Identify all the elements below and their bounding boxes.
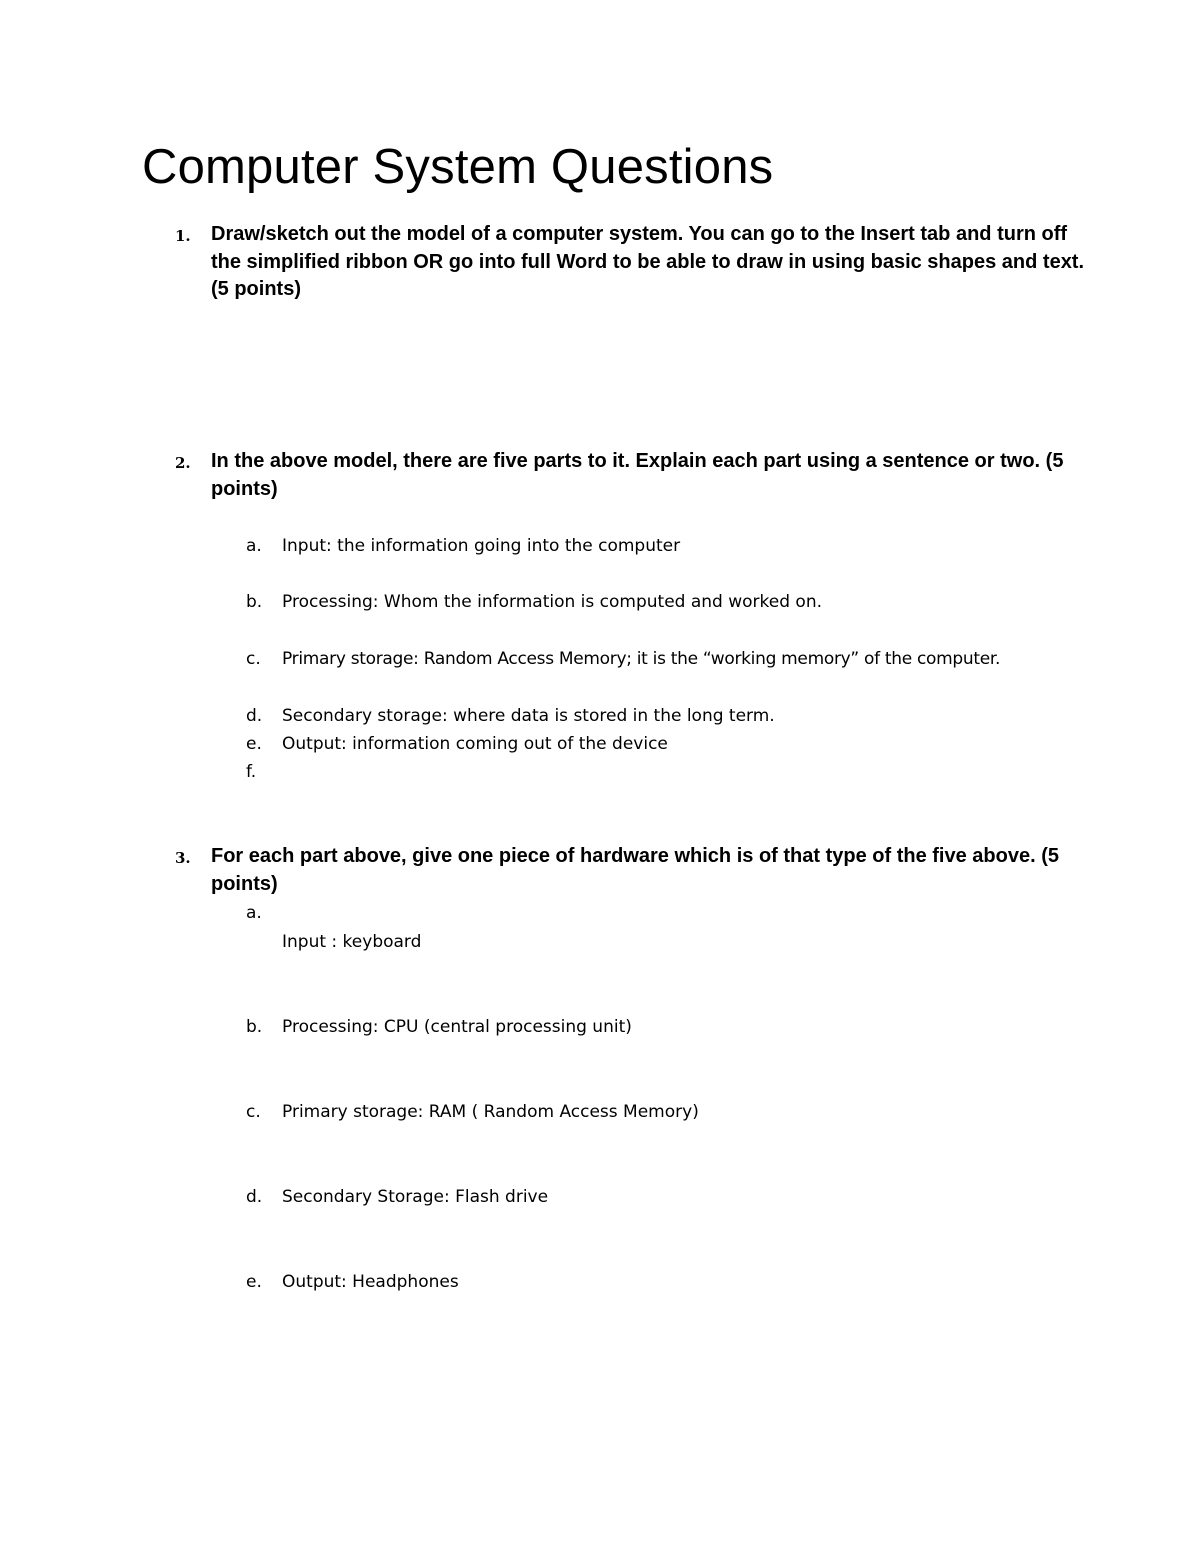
- question-2-number: 2.: [175, 454, 191, 472]
- q2-answer-a-text: Input: the information going into the computer: [282, 536, 681, 556]
- q3-answer-c-letter: c.: [246, 1102, 261, 1122]
- q3-answer-b-letter: b.: [246, 1017, 263, 1037]
- question-3-number: 3.: [175, 849, 191, 867]
- document-title: Computer System Questions: [142, 140, 774, 194]
- q2-answer-a-letter: a.: [246, 536, 262, 556]
- q2-answer-b-letter: b.: [246, 592, 263, 612]
- q2-answer-c-letter: c.: [246, 649, 261, 669]
- q3-answer-a-letter: a.: [246, 903, 262, 923]
- q2-answer-b-text: Processing: Whom the information is computed and worked on.: [282, 592, 823, 612]
- q2-answer-d-text: Secondary storage: where data is stored in the long term.: [282, 706, 775, 726]
- q2-answer-c-text: Primary storage: Random Access Memory; it is the “working memory” of the computer.: [282, 649, 1001, 669]
- question-1-text: Draw/sketch out the model of a computer system. You can go to the Insert tab and turn off the simplified ribbon OR go into full Word to be able to draw in using basic shapes and text. (5 points): [211, 223, 1085, 300]
- q3-answer-c-text: Primary storage: RAM ( Random Access Memory): [282, 1102, 699, 1122]
- q3-answer-b-text: Processing: CPU (central processing unit): [282, 1017, 632, 1037]
- question-1-number: 1.: [175, 227, 191, 245]
- q2-answer-d-letter: d.: [246, 706, 263, 726]
- q3-answer-e-letter: e.: [246, 1272, 262, 1292]
- q3-answer-e-text: Output: Headphones: [282, 1272, 459, 1292]
- q3-answer-a-text: Input : keyboard: [282, 932, 422, 952]
- q2-answer-e-text: Output: information coming out of the device: [282, 734, 668, 754]
- q3-answer-d-text: Secondary Storage: Flash drive: [282, 1187, 549, 1207]
- q2-answer-e-letter: e.: [246, 734, 262, 754]
- question-3-text: For each part above, give one piece of hardware which is of that type of the five above. (5 points): [211, 845, 1059, 895]
- question-2-text: In the above model, there are five parts to it. Explain each part using a sentence or two. (5 points): [211, 450, 1064, 500]
- q3-answer-d-letter: d.: [246, 1187, 263, 1207]
- q2-answer-f-letter: f.: [246, 762, 257, 782]
